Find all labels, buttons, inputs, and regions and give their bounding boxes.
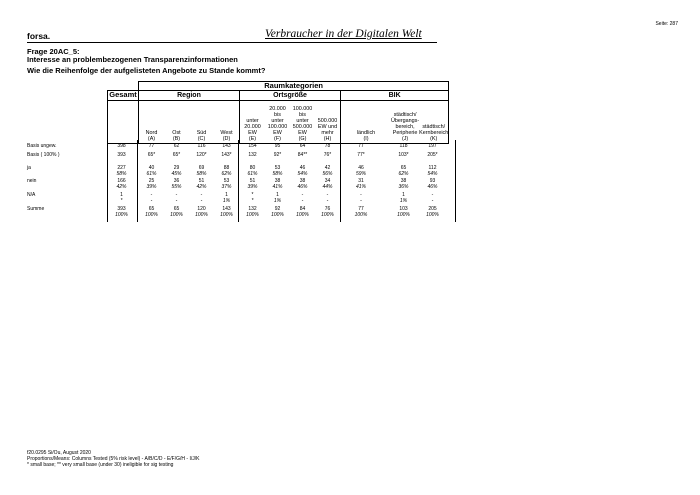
table-cell-percent: 62% <box>221 171 232 177</box>
table-cell-percent: 55% <box>171 184 182 190</box>
table-cell: 69 <box>198 165 205 171</box>
table-cell: - <box>150 192 153 198</box>
column-header-line: mehr <box>321 129 334 136</box>
table-cell: 65* <box>172 152 181 158</box>
table-cell-percent: 100% <box>397 212 410 218</box>
column-header-line: (H) <box>323 135 332 142</box>
column-header-line: (G) <box>298 135 307 142</box>
table-cell-percent: 44% <box>322 184 333 190</box>
brand-name: forsa. <box>27 31 51 41</box>
column-header-line: Süd <box>196 129 207 136</box>
page-number: Seite: 287 <box>655 21 678 27</box>
table-cell-percent: 62% <box>398 171 409 177</box>
table-cell: 42 <box>324 165 331 171</box>
table-cell: 1 <box>225 192 228 198</box>
header-ortsgroesse: Ortsgröße <box>240 91 341 100</box>
table-cell-percent: 58% <box>196 171 207 177</box>
column-header <box>139 100 165 143</box>
table-cell: * <box>251 192 254 198</box>
table-cell: 53 <box>223 178 230 184</box>
table-cell: 77 <box>148 143 155 149</box>
table-cell-percent: 100% <box>271 212 284 218</box>
table-cell: 95 <box>274 143 281 149</box>
table-cell: 77 <box>358 143 364 149</box>
footnote-tests: Proportions/Means: Columns Tested (5% risk level) - A/B/C/D - E/F/G/H - I/J/K <box>27 456 200 462</box>
column-header-line: unter <box>246 117 259 124</box>
row-label: Summe <box>27 206 45 212</box>
table-cell-percent: 42% <box>116 184 127 190</box>
table-cell: 65 <box>173 206 180 212</box>
column-header <box>341 100 392 143</box>
table-cell: - <box>360 192 362 198</box>
table-cell-percent: 46% <box>427 184 438 190</box>
table-cell-percent: 100% <box>115 212 128 218</box>
table-cell: 51 <box>249 178 256 184</box>
table-cell: 51 <box>198 178 205 184</box>
column-header <box>164 100 189 143</box>
footnote-job: f20.0295 Si/Ou, August 2020 <box>27 450 91 456</box>
table-cell: 80 <box>249 165 256 171</box>
column-header-line: West <box>220 129 233 136</box>
table-cell-percent: 100% <box>426 212 439 218</box>
footnote-base: * small base; ** very small base (under 30) ineligible for sig testing <box>27 462 174 468</box>
column-header-line: (K) <box>430 135 438 142</box>
table-cell: 84 <box>299 206 306 212</box>
table-cell: 154 <box>248 143 257 149</box>
header-raumkategorien: Raumkategorien <box>139 82 449 91</box>
table-cell: 166 <box>117 178 126 184</box>
table-cell: 34 <box>324 178 331 184</box>
table-cell: 393 <box>117 206 126 212</box>
column-header <box>419 100 449 143</box>
column-header-line: Übergangs- <box>391 117 420 124</box>
table-cell-percent: 39% <box>247 184 258 190</box>
table-cell-percent: 100% <box>145 212 158 218</box>
column-header-line: bis <box>299 111 306 118</box>
table-cell-percent: 58% <box>272 171 283 177</box>
table-cell-percent: 36% <box>398 184 409 190</box>
column-header-line: (B) <box>172 135 181 142</box>
header-gesamt: Gesamt <box>109 90 137 100</box>
column-header <box>290 100 315 143</box>
table-cell: 29 <box>173 165 180 171</box>
table-cell-percent: - <box>326 198 329 204</box>
sep-bik-right <box>455 140 456 222</box>
column-header-line: (E) <box>248 135 257 142</box>
table-cell-percent: - <box>301 198 304 204</box>
column-header <box>265 100 290 143</box>
table-cell-percent: 100% <box>296 212 309 218</box>
table-cell-percent: 54% <box>427 171 438 177</box>
table-cell: 118 <box>399 143 408 149</box>
column-header <box>315 100 341 143</box>
table-cell: 46 <box>299 165 306 171</box>
table-cell: 116 <box>197 143 206 149</box>
column-header-line: 500.000 <box>292 123 313 130</box>
table-cell-percent: 39% <box>146 184 157 190</box>
table-cell: 112 <box>428 165 437 171</box>
table-cell: 143 <box>222 143 231 149</box>
row-label: nein <box>27 178 37 184</box>
header-bik: BIK <box>341 91 449 100</box>
column-header-line: (F) <box>274 135 281 142</box>
table-cell: 103* <box>398 152 409 158</box>
table-cell: 62 <box>173 143 180 149</box>
column-header <box>214 100 240 143</box>
column-header-line: Ost <box>172 129 181 136</box>
table-cell: 65* <box>147 152 156 158</box>
column-header-line: EW <box>248 129 257 136</box>
table-cell: 38 <box>274 178 281 184</box>
title-rule <box>27 42 437 43</box>
column-header-line: EW und <box>317 123 338 130</box>
table-cell-percent: 37% <box>221 184 232 190</box>
table-cell-percent: 1% <box>273 198 282 204</box>
header-region: Region <box>139 91 240 100</box>
column-header-line: (D) <box>222 135 231 142</box>
sep-gesamt-right <box>137 140 138 222</box>
column-header-line: unter <box>271 117 284 124</box>
table-cell: 84** <box>297 152 308 158</box>
column-header-line: 100.000 <box>292 105 313 112</box>
table-cell-percent: * <box>251 198 254 204</box>
question-text: Wie die Reihenfolge der aufgelisteten Angebote zu Stande kommt? <box>27 66 266 75</box>
table-cell: 76 <box>324 206 331 212</box>
table-cell: 1 <box>276 192 279 198</box>
column-header <box>391 100 419 143</box>
table-cell: 38 <box>299 178 306 184</box>
table-cell-percent: 61% <box>247 171 258 177</box>
table-cell: 103 <box>399 206 408 212</box>
table-cell: 65 <box>400 165 407 171</box>
column-header-line: Peripherie <box>392 129 418 136</box>
table-cell-percent: 42% <box>196 184 207 190</box>
column-header <box>189 100 214 143</box>
column-header-line: städtisch/ <box>393 111 417 118</box>
table-cell-percent: 41% <box>272 184 283 190</box>
table-cell-percent: 58% <box>116 171 127 177</box>
table-cell: 77 <box>358 206 364 212</box>
table-cell: 205* <box>427 152 438 158</box>
table-cell-percent: 100% <box>246 212 259 218</box>
table-cell-percent: 56% <box>322 171 333 177</box>
column-header-line: 20.000 <box>244 123 261 130</box>
document-title: Verbraucher in der Digitalen Welt <box>265 28 422 40</box>
sep-region-right <box>238 140 239 222</box>
table-cell: 38 <box>400 178 407 184</box>
table-cell-percent: 46% <box>297 184 308 190</box>
row-label: ja <box>27 165 31 171</box>
table-cell: 76* <box>323 152 332 158</box>
table-cell: 1 <box>120 192 123 198</box>
table-cell-percent: - <box>431 198 434 204</box>
table-cell: - <box>175 192 178 198</box>
table-cell: 40 <box>148 165 155 171</box>
sep-gesamt-left <box>107 140 108 222</box>
table-cell: 120 <box>197 206 206 212</box>
table-cell-percent: 1% <box>222 198 231 204</box>
table-cell-percent: - <box>360 198 362 204</box>
table-cell-percent: 54% <box>297 171 308 177</box>
question-id: Frage 20AC_5: <box>27 47 80 56</box>
column-header-line: EW <box>273 129 282 136</box>
column-header-line: städtisch/ <box>422 123 446 130</box>
row-label: N/A <box>27 192 36 198</box>
table-cell: 46 <box>358 165 364 171</box>
table-cell: - <box>200 192 203 198</box>
table-cell-percent: 100% <box>220 212 233 218</box>
col-gesamt <box>108 100 139 143</box>
row-label: Basis ( 100% ) <box>27 152 60 158</box>
table-cell: 88 <box>223 165 230 171</box>
sep-ortsgroesse-right <box>340 140 341 222</box>
table-cell: 64 <box>299 143 306 149</box>
table-cell: 25 <box>148 178 155 184</box>
table-cell-percent: 45% <box>171 171 182 177</box>
table-cell-percent: - <box>200 198 203 204</box>
table-cell: 227 <box>117 165 126 171</box>
table-cell: 31 <box>358 178 364 184</box>
column-header-line: (C) <box>197 135 206 142</box>
table-cell: 65 <box>148 206 155 212</box>
table-cell: 77* <box>357 152 365 158</box>
column-header-line: (A) <box>147 135 156 142</box>
table-cell-percent: 59% <box>355 171 366 177</box>
table-cell-percent: 1% <box>399 198 408 204</box>
table-cell: 1 <box>402 192 405 198</box>
table-cell-percent: * <box>120 198 123 204</box>
column-header-row <box>108 100 449 143</box>
column-header-line: (J) <box>401 135 409 142</box>
table-cell: 93 <box>429 178 436 184</box>
column-header-line: bis <box>274 111 281 118</box>
crosstab-header <box>107 81 449 144</box>
column-header-line: Kernbereich <box>419 129 449 136</box>
column-header-line: 20.000 <box>269 105 286 112</box>
table-cell-percent: 100% <box>354 212 368 218</box>
question-topic: Interesse an problembezogenen Transparenzinformationen <box>27 55 238 64</box>
table-cell: 92 <box>274 206 281 212</box>
table-cell: 132 <box>248 152 257 158</box>
column-header-line: ländlich <box>356 129 376 136</box>
table-cell: 143 <box>222 206 231 212</box>
table-cell: 132 <box>248 206 257 212</box>
row-label: Basis ungew. <box>27 143 57 149</box>
table-cell-percent: - <box>150 198 153 204</box>
column-header-line: 500.000 <box>317 117 338 124</box>
table-cell: 393 <box>117 152 126 158</box>
column-header <box>240 100 266 143</box>
table-cell: 205 <box>428 206 437 212</box>
table-cell-percent: - <box>175 198 178 204</box>
column-header-line: 100.000 <box>267 123 288 130</box>
table-cell: 143* <box>221 152 232 158</box>
table-cell-percent: 100% <box>321 212 334 218</box>
table-cell-percent: 41% <box>355 184 366 190</box>
table-cell: - <box>301 192 304 198</box>
table-cell-percent: 61% <box>146 171 157 177</box>
table-cell: 36 <box>173 178 180 184</box>
table-cell: 92* <box>273 152 282 158</box>
table-cell-percent: 100% <box>195 212 208 218</box>
table-cell-percent: 100% <box>170 212 183 218</box>
table-cell: 53 <box>274 165 281 171</box>
table-cell: 197 <box>428 143 437 149</box>
table-cell: 120* <box>196 152 207 158</box>
table-cell: 398 <box>117 143 126 149</box>
column-header-line: EW <box>298 129 307 136</box>
column-header-line: (I) <box>363 135 369 142</box>
column-header-line: bereich, <box>395 123 415 130</box>
column-header-line: unter <box>296 117 309 124</box>
column-header-line: Nord <box>145 129 158 136</box>
table-cell: - <box>431 192 434 198</box>
table-cell: - <box>326 192 329 198</box>
table-cell: 78 <box>324 143 331 149</box>
